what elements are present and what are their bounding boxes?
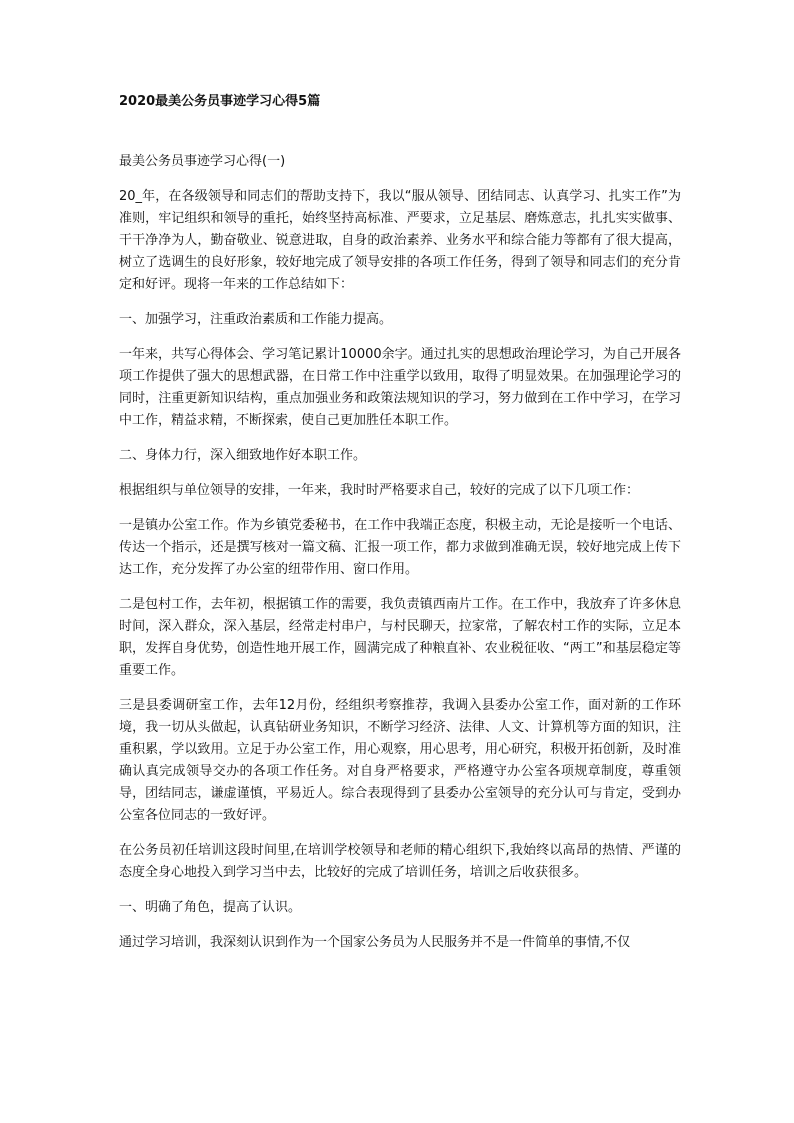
paragraph-village-work: 二是包村工作，去年初，根据镇工作的需要，我负责镇西南片工作。在工作中，我放弃了许多休息时间，深入群众，深入基层，经常走村串户，与村民聊天，拉家常，了解农村工作的实际，立足本职，发挥自身优势，创造性地开展工作，圆满完成了种粮直补、农业税征收、“两工”和基层稳定等重要工作。 (119, 597, 681, 678)
paragraph-service: 通过学习培训，我深刻认识到作为一个国家公务员为人民服务并不是一件简单的事情,不仅 (119, 935, 631, 950)
document-title: 2020最美公务员事迹学习心得5篇 (119, 94, 321, 109)
document-body (119, 91, 681, 954)
section-title: 最美公务员事迹学习心得(一) (119, 154, 286, 169)
paragraph-office-work: 一是镇办公室工作。作为乡镇党委秘书，在工作中我端正态度，积极主动，无论是接听一个电话、传达一个指示，还是撰写核对一篇文稿、汇报一项工作，都力求做到准确无误，较好地完成上传下达工作，充分发挥了办公室的纽带作用、窗口作用。 (119, 518, 681, 577)
paragraph-study: 一年来，共写心得体会、学习笔记累计10000余字。通过扎实的思想政治理论学习，为自己开展各项工作提供了强大的思想武器，在日常工作中注重学以致用，取得了明显效果。在加强理论学习的同时，注重更新知识结构，重点加强业务和政策法规知识的学习，努力做到在工作中学习，在学习中工作，精益求精，不断探索，使自己更加胜任本职工作。 (119, 347, 681, 428)
paragraph-research-office: 三是县委调研室工作，去年12月份，经组织考察推荐，我调入县委办公室工作，面对新的工作环境，我一切从头做起，认真钻研业务知识，不断学习经济、法律、人文、计算机等方面的知识，注重积累，学以致用。立足于办公室工作，用心观察，用心思考，用心研究，积极开拓创新，及时准确认真完成领导交办的各项工作任务。对自身严格要求，严格遵守办公室各项规章制度，尊重领导，团结同志，谦虚谨慎，平易近人。综合表现得到了县委办公室领导的充分认可与肯定，受到办公室各位同志的一致好评。 (119, 698, 681, 823)
paragraph-intro: 20_年，在各级领导和同志们的帮助支持下，我以“服从领导、团结同志、认真学习、扎实工作”为准则，牢记组织和领导的重托，始终坚持高标准、严要求，立足基层、磨炼意志，扎扎实实做事、干干净净为人，勤奋敬业、锐意进取，自身的政治素养、业务水平和综合能力等都有了很大提高，树立了选调生的良好形象，较好地完成了领导安排的各项工作任务，得到了领导和同志们的充分肯定和好评。现将一年来的工作总结如下： (119, 189, 681, 292)
heading-practice: 二、身体力行，深入细致地作好本职工作。 (119, 448, 367, 463)
paragraph-arrangement: 根据组织与单位领导的安排，一年来，我时时严格要求自己，较好的完成了以下几项工作： (119, 483, 640, 498)
paragraph-training: 在公务员初任培训这段时间里,在培训学校领导和老师的精心组织下,我始终以高昂的热情、严谨的态度全身心地投入到学习当中去，比较好的完成了培训任务，培训之后收获很多。 (119, 843, 681, 880)
heading-role: 一、明确了角色，提高了认识。 (119, 900, 302, 915)
heading-strengthen-study: 一、加强学习，注重政治素质和工作能力提高。 (119, 312, 393, 327)
